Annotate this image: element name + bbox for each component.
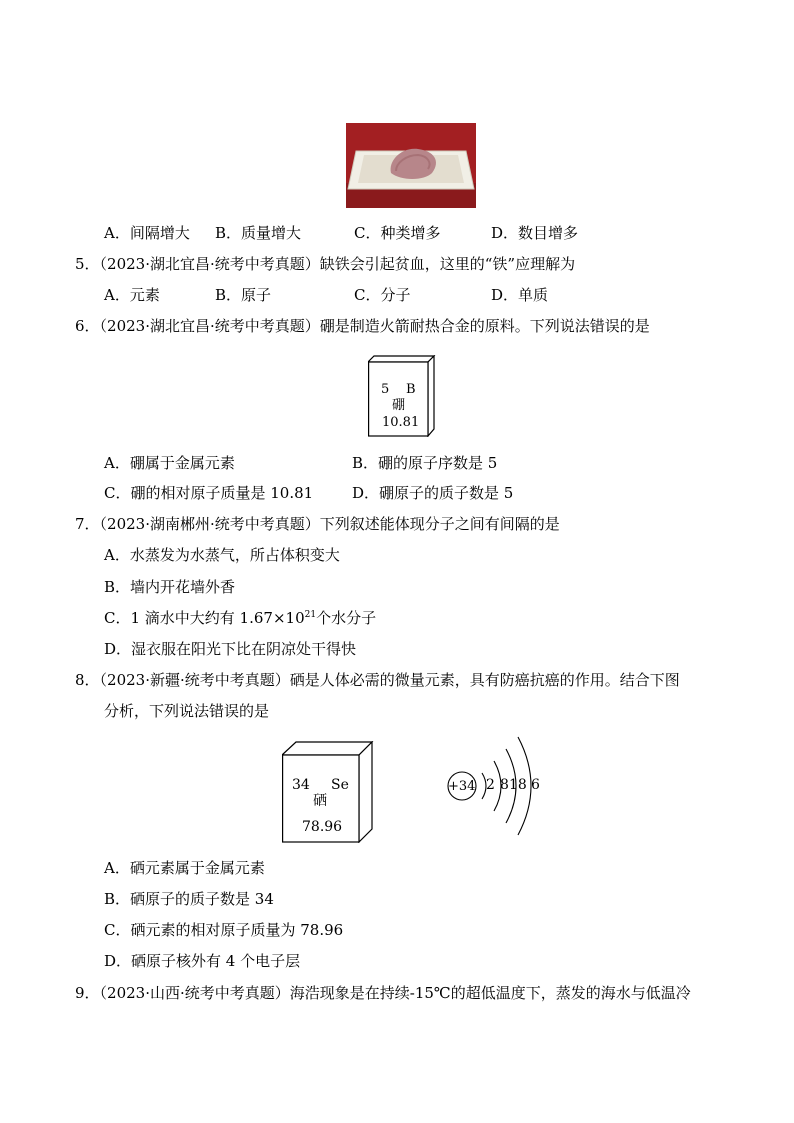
q7-option-d: D．湿衣服在阳光下比在阴凉处干得快	[104, 640, 357, 658]
boron-mass: 10.81	[382, 415, 420, 430]
q7-option-b: B．墙内开花墙外香	[104, 578, 236, 596]
selenium-name: 硒	[313, 793, 327, 809]
selenium-atom-structure	[444, 733, 554, 837]
shell-1-electrons: 2	[486, 777, 495, 793]
q5-option-a: A．元素	[104, 286, 160, 304]
q5-option-d: D．单质	[491, 286, 549, 304]
q8-option-b: B．硒原子的质子数是 34	[104, 890, 274, 908]
selenium-atomic-number: 34	[292, 777, 310, 793]
q8-option-a: A．硒元素属于金属元素	[104, 859, 265, 877]
boron-name: 硼	[392, 398, 406, 413]
q5-option-c: C．分子	[354, 286, 411, 304]
q6-option-b: B．硼的原子序数是 5	[352, 454, 498, 472]
q7-option-c	[104, 608, 376, 628]
q8-stem-line1: 8．（2023·新疆·统考中考真题）硒是人体必需的微量元素，具有防癌抗癌的作用。结合下图	[75, 671, 680, 689]
q7-option-c-tail: 个水分子	[316, 609, 377, 627]
tray-illustration	[346, 123, 476, 208]
q7-stem: 7．（2023·湖南郴州·统考中考真题）下列叙述能体现分子之间有间隔的是	[75, 515, 560, 533]
q4-option-b: B．质量增大	[215, 224, 302, 242]
shell-3-electrons: 18	[509, 777, 527, 793]
selenium-symbol: Se	[331, 777, 349, 793]
q7-option-a: A．水蒸发为水蒸气，所占体积变大	[104, 546, 340, 564]
shell-2-electrons: 8	[500, 777, 509, 793]
q4-option-a: A．间隔增大	[104, 224, 190, 242]
shell-4-electrons: 6	[531, 777, 540, 793]
q5-stem: 5．（2023·湖北宜昌·统考中考真题）缺铁会引起贫血，这里的“铁”应理解为	[75, 255, 576, 273]
q4-option-c: C．种类增多	[354, 224, 441, 242]
q8-stem-line2: 分析，下列说法错误的是	[104, 702, 270, 720]
q5-option-b: B．原子	[215, 286, 272, 304]
q8-option-d: D．硒原子核外有 4 个电子层	[104, 952, 301, 970]
q6-option-d: D．硼原子的质子数是 5	[352, 484, 514, 502]
q9-stem: 9．（2023·山西·统考中考真题）海浩现象是在持续-15℃的超低温度下，蒸发的海水与低温冷	[75, 984, 691, 1002]
boron-atomic-number: 5	[381, 382, 390, 397]
q7-option-c-text: C．1 滴水中大约有 1.67×10	[104, 609, 305, 627]
q7-option-c-exponent: 21	[304, 610, 317, 620]
selenium-mass: 78.96	[302, 819, 343, 835]
selenium-element-tile	[282, 741, 374, 843]
tray-photo	[346, 123, 476, 208]
q4-option-d: D．数目增多	[491, 224, 579, 242]
nucleus-charge: +34	[448, 779, 476, 794]
q8-option-c: C．硒元素的相对原子质量为 78.96	[104, 921, 344, 939]
boron-element-tile	[368, 355, 436, 437]
q6-option-c: C．硼的相对原子质量是 10.81	[104, 484, 314, 502]
q6-stem: 6．（2023·湖北宜昌·统考中考真题）硼是制造火箭耐热合金的原料。下列说法错误的是	[75, 317, 650, 335]
q6-option-a: A．硼属于金属元素	[104, 454, 235, 472]
boron-symbol: B	[406, 382, 416, 397]
